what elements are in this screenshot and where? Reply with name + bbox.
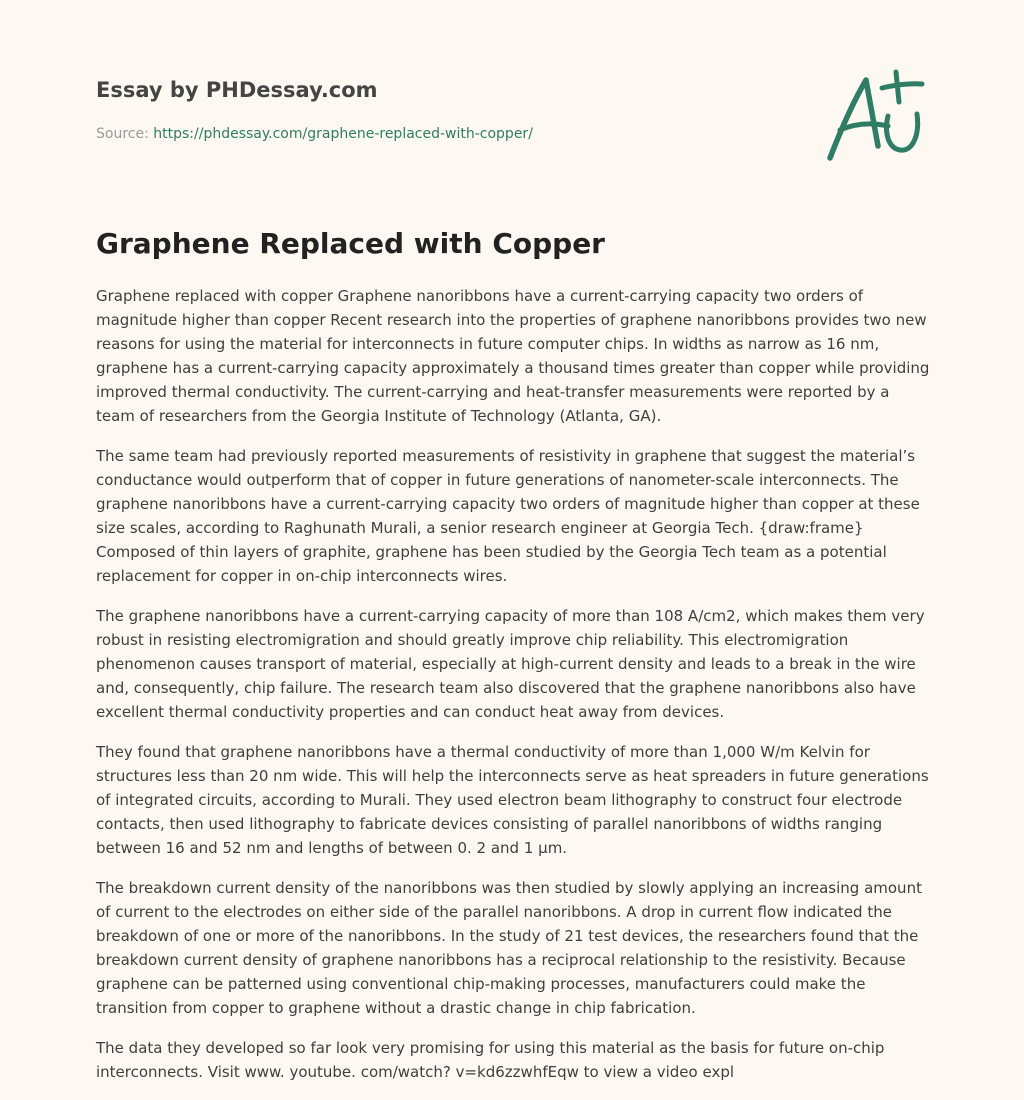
essay-header bbox=[96, 74, 796, 144]
site-brand: Essay by PHDessay.com bbox=[96, 78, 378, 102]
essay-paragraph: The breakdown current density of the nanoribbons was then studied by slowly applying an increasing amount of current to the electrodes on either side of the parallel nanoribbons. A drop in current flow indicated the breakdown of one or more of the nanoribbons. In the study of 21 test devices, the researchers found that the breakdown current density of graphene nanoribbons has a reciprocal relationship to the resistivity. Because graphene can be patterned using conventional chip-making processes, manufacturers could make the transition from copper to graphene without a drastic change in chip fabrication. bbox=[96, 879, 922, 1017]
essay-paragraph: The data they developed so far look very promising for using this material as the basis for future on-chip interconnects. Visit www. youtube. com/watch? v=kd6zzwhfEqw to view a video expl bbox=[96, 1039, 885, 1081]
essay-paragraph: Graphene replaced with copper Graphene nanoribbons have a current-carrying capacity two orders of magnitude higher than copper Recent research into the properties of graphene nanoribbons provides two new reasons for using the material for interconnects in future computer chips. In widths as narrow as 16 nm, graphene has a current-carrying capacity approximately a thousand times greater than copper while providing improved thermal conductivity. The current-carrying and heat-transfer measurements were reported by a team of researchers from the Georgia Institute of Technology (Atlanta, GA). bbox=[96, 287, 930, 425]
a-plus-logo-icon bbox=[818, 66, 928, 166]
essay-body bbox=[96, 284, 932, 1100]
source-line bbox=[96, 124, 796, 144]
essay-paragraph: The graphene nanoribbons have a current-carrying capacity of more than 108 A/cm2, which makes them very robust in resisting electromigration and should greatly improve chip reliability. This electromigration phenomenon causes transport of material, especially at high-current density and leads to a break in the wire and, consequently, chip failure. The research team also discovered that the graphene nanoribbons also have excellent thermal conductivity properties and can conduct heat away from devices. bbox=[96, 607, 925, 721]
source-link[interactable]: https://phdessay.com/graphene-replaced-with-copper/ bbox=[153, 126, 533, 142]
source-label: Source: bbox=[96, 126, 149, 142]
essay-title: Graphene Replaced with Copper bbox=[96, 227, 605, 260]
essay-paragraph: They found that graphene nanoribbons have a thermal conductivity of more than 1,000 W/m Kelvin for structures less than 20 nm wide. This will help the interconnects serve as heat spreaders in future generations of integrated circuits, according to Murali. They used electron beam lithography to construct four electrode contacts, then used lithography to fabricate devices consisting of parallel nanoribbons of widths ranging between 16 and 52 nm and lengths of between 0. 2 and 1 µm. bbox=[96, 743, 929, 857]
essay-paragraph: The same team had previously reported measurements of resistivity in graphene that suggest the material’s conductance would outperform that of copper in future generations of nanometer-scale interconnects. The graphene nanoribbons have a current-carrying capacity two orders of magnitude higher than copper at these size scales, according to Raghunath Murali, a senior research engineer at Georgia Tech. {draw:frame} Composed of thin layers of graphite, graphene has been studied by the Georgia Tech team as a potential replacement for copper in on-chip interconnects wires. bbox=[96, 447, 920, 585]
